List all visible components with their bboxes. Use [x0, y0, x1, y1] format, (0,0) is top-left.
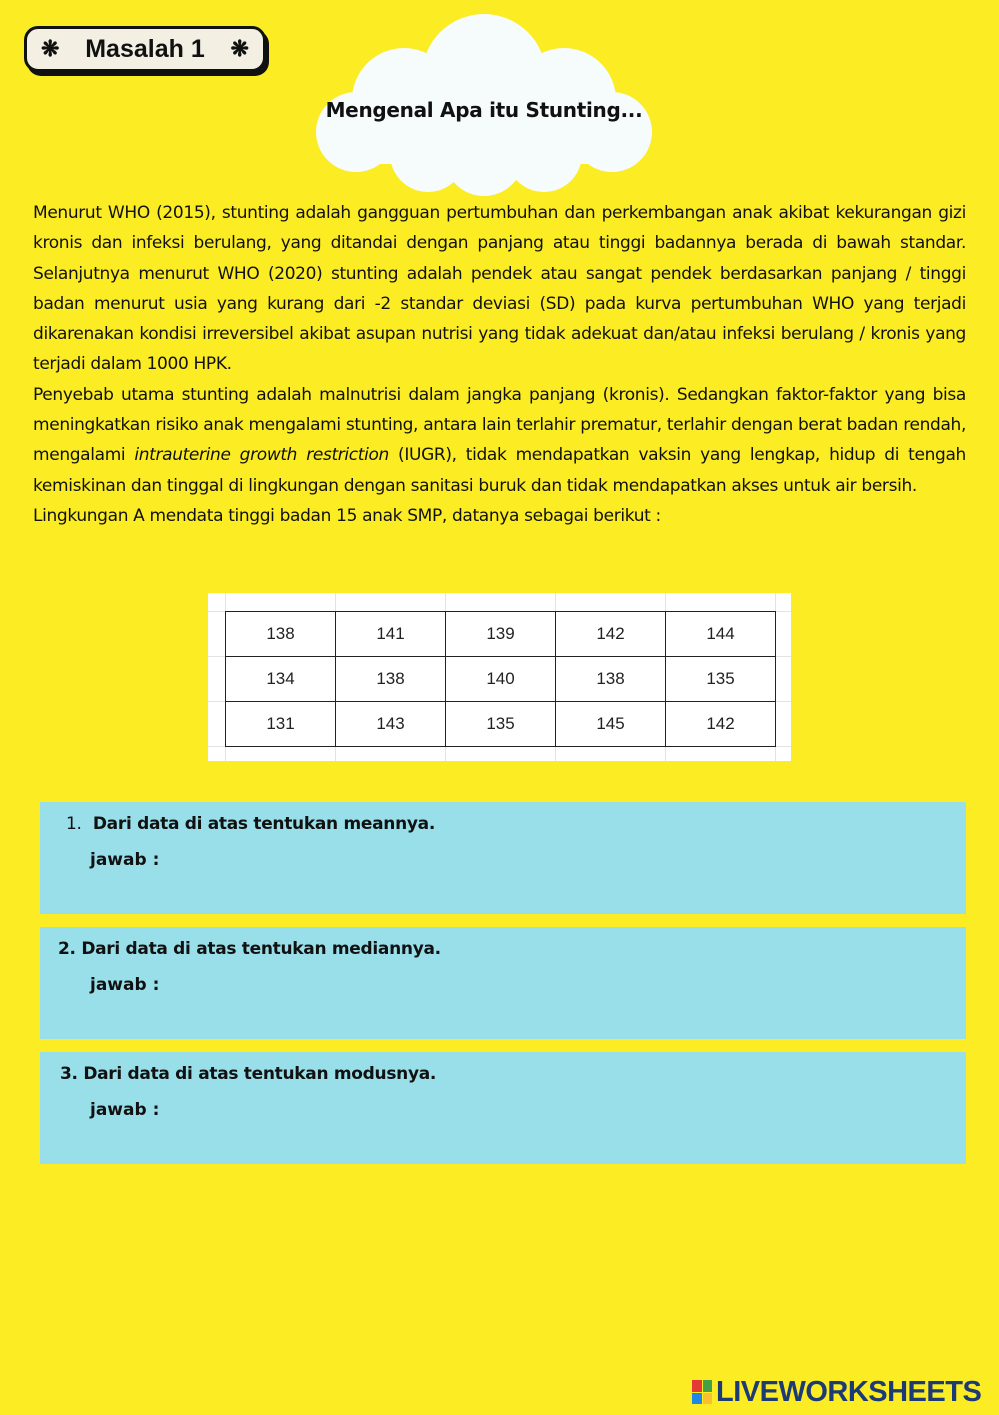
table-cell: 134: [226, 657, 336, 702]
logo-square: [703, 1393, 713, 1405]
flower-icon: ❋: [41, 36, 60, 61]
table-row: [226, 612, 776, 657]
question-box-2[interactable]: [40, 927, 966, 1039]
paragraph-1: Menurut WHO (2015), stunting adalah gangguan pertumbuhan dan perkembangan anak akibat kekurangan gizi kronis dan infeksi berulang, yang ditandai dengan panjang atau tinggi badannya berada di bawah standar. Selanjutnya menurut WHO (2020) stunting adalah pendek atau sangat pendek berdasarkan panjang / tinggi badan menurut usia yang kurang dari -2 standar deviasi (SD) pada kurva pertumbuhan WHO yang terjadi dikarenakan kondisi irreversibel akibat asupan nutrisi yang tidak adekuat dan/atau infeksi berulang / kronis yang terjadi dalam 1000 HPK.: [33, 203, 966, 375]
table-cell: 145: [556, 702, 666, 747]
data-table: [225, 611, 776, 747]
table-cell: 138: [336, 657, 446, 702]
question-1: 1. Dari data di atas tentukan meannya.: [66, 814, 435, 834]
table-cell: 141: [336, 612, 446, 657]
italic-term: intrauterine growth restriction: [134, 445, 389, 466]
table-cell: 140: [446, 657, 556, 702]
paragraph-2: Penyebab utama stunting adalah malnutrisi dalam jangka panjang (kronis). Sedangkan faktor-faktor yang bisa meningkatkan risiko anak mengalami stunting, antara lain terlahir prematur, terlahir dengan berat badan rendah, mengalami intrauterine growth restriction (IUGR), tidak mendapatkan vaksin yang lengkap, hidup di tengah kemiskinan dan tinggal di lingkungan dengan sanitasi buruk dan tidak mendapatkan akses untuk air bersih.: [33, 384, 966, 496]
table-cell: 142: [666, 702, 776, 747]
logo-square: [692, 1393, 702, 1405]
logo-text: LIVEWORKSHEETS: [716, 1375, 982, 1408]
intro-text: [33, 198, 966, 531]
answer-label-3: jawab :: [90, 1100, 160, 1120]
logo-square: [703, 1380, 713, 1392]
height-data-table: [208, 593, 791, 761]
table-cell: 135: [666, 657, 776, 702]
question-3: 3. Dari data di atas tentukan modusnya.: [60, 1064, 437, 1084]
section-badge: [24, 26, 266, 72]
table-cell: 135: [446, 702, 556, 747]
answer-label-1: jawab :: [90, 850, 160, 870]
logo-square: [692, 1380, 702, 1392]
question-2: 2. Dari data di atas tentukan mediannya.: [58, 939, 441, 959]
table-cell: 139: [446, 612, 556, 657]
badge-label: Masalah 1: [85, 34, 205, 63]
table-cell: 138: [556, 657, 666, 702]
paragraph-3: Lingkungan A mendata tinggi badan 15 anak SMP, datanya sebagai berikut :: [33, 505, 661, 526]
answer-label-2: jawab :: [90, 975, 160, 995]
table-cell: 131: [226, 702, 336, 747]
liveworksheets-logo: [692, 1374, 981, 1410]
table-cell: 138: [226, 612, 336, 657]
table-cell: 142: [556, 612, 666, 657]
table-cell: 144: [666, 612, 776, 657]
table-cell: 143: [336, 702, 446, 747]
flower-icon: ❋: [230, 36, 249, 61]
question-box-1[interactable]: [40, 802, 966, 914]
logo-icon: [692, 1380, 712, 1404]
cloud-title: Mengenal Apa itu Stunting...: [325, 98, 643, 122]
table-row: [226, 702, 776, 747]
question-box-3[interactable]: [40, 1052, 966, 1164]
table-row: [226, 657, 776, 702]
